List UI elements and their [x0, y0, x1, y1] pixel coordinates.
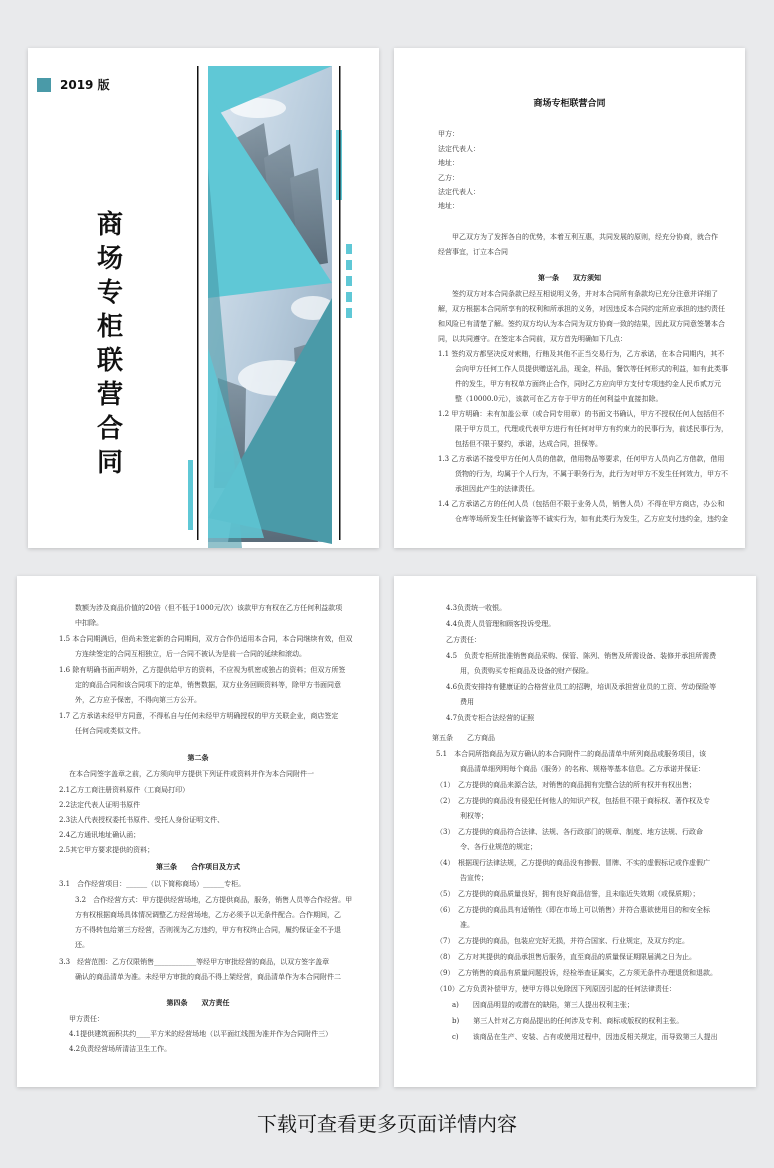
text-line: 在本合同签字盖章之前，乙方须向甲方提供下列证件或资料并作为本合同附件一 [69, 770, 314, 778]
text-line: 1.4 乙方承诺乙方的任何人员（包括但不限于业务人员，销售人员）不得在甲方商店，办公和 [438, 500, 725, 508]
text-line: 2.4乙方通讯地址确认函； [59, 831, 141, 839]
cover-title-char: 同 [96, 448, 123, 478]
text-line: （7） 乙方提供的商品，包装应完好无损，并符合国家、行业规定，及双方约定。 [436, 937, 689, 945]
cover-title-char: 营 [96, 380, 123, 410]
section-heading: 第一条 双方须知 [538, 273, 601, 282]
text-line: 2.3法人代表授权委托书原件、受托人身份证明文件、 [59, 816, 225, 824]
text-line: 2.2法定代表人证明书原件 [59, 801, 141, 809]
text-line: 3.2 合作经营方式：甲方提供经营场地，乙方提供商品，服务，销售人员等合作经营。甲 [75, 896, 353, 904]
text-line: 包括但不限于要约，承诺，达成合同，担保等。 [455, 440, 602, 448]
text-line: 3.1 合作经营项目：______（以下简称商场）______专柜。 [59, 880, 246, 888]
text-line: 4.5 负责专柜所批准销售商品采购、保管、陈列、销售及所需设备、装修并承担所需费 [446, 652, 717, 660]
text-line: 还。 [75, 941, 89, 949]
cover-title-char: 联 [96, 346, 123, 376]
text-line: a) 因商品明显的或潜在的缺陷，第三人提出权利主张； [452, 1001, 634, 1009]
cover-artwork [28, 48, 379, 548]
text-line: 甲方责任： [69, 1015, 104, 1023]
text-line: 1.6 除有明确书面声明外，乙方提供给甲方的资料，不应视为机密或独占的资料；但双方所签 [59, 666, 346, 674]
version-label: 2019 版 [60, 78, 110, 92]
text-line: 1.1 签约双方都坚决反对索贿，行贿及其他不正当交易行为，乙方承诺，在本合同期内，其不 [438, 350, 725, 358]
text-line: （10）乙方负责补偿甲方，使甲方得以免除因下列原因引起的任何法律责任： [436, 985, 676, 993]
text-line: （9） 乙方销售的商品有质量问题投诉，经检举查证属实，乙方须无条件办理退货和退款。 [436, 969, 717, 977]
cover-title-char: 专 [96, 278, 123, 308]
text-line: 甲方： [438, 130, 459, 138]
text-line: 告宣传； [460, 874, 488, 882]
text-line: 确认的商品清单为准。未经甲方审批的商品不得上架经营，商品清单作为本合同附件二 [75, 973, 341, 981]
text-line: 4.3负责统一收银。 [446, 604, 507, 612]
text-line: 乙方： [438, 174, 459, 182]
text-line: （5） 乙方提供的商品质量良好，拥有良好商品信誉，且未临近失效期（或保质期）； [436, 890, 700, 898]
text-line: 准。 [460, 921, 474, 929]
text-line: c) 该商品在生产、安装、占有或使用过程中，因违反相关规定，而导致第三人提出 [452, 1033, 718, 1041]
text-line: 经营事宜，订立本合同 [438, 248, 508, 256]
text-line: 1.5 本合同期满后，但尚未签定新的合同期间，双方合作仍适用本合同，本合同继续有效，但双 [59, 635, 353, 643]
text-line: 乙方责任： [446, 636, 481, 644]
cover-title-char: 合 [96, 414, 123, 444]
text-line: 方不得转包给第三方经营，否则视为乙方违约，甲方有权终止合同，履约保证金不予退 [75, 926, 341, 934]
text-line: 同，以共同遵守。在签定本合同前，双方首先明确如下几点： [438, 335, 627, 343]
text-line: 4.7负责专柜合法经营的证照 [446, 714, 535, 722]
text-line: 1.3 乙方承诺不接受甲方任何人员的借款，借用物品等要求，任何甲方人员向乙方借款，借用 [438, 455, 725, 463]
text-line: 外，乙方应予保密，不得向第三方公开。 [75, 696, 201, 704]
text-line: 令、各行业规范的规定； [460, 843, 537, 851]
text-line: 任何合同或类似文件。 [75, 727, 145, 735]
text-line: （4） 根据现行法律法规，乙方提供的商品没有掺假、冒牌、不实的虚假标记或作虚假广 [436, 859, 710, 867]
text-line: 地址： [438, 159, 459, 167]
text-line: 1.2 甲方明确：未有加盖公章（或合同专用章）的书面文书确认，甲方不授权任何人包括但不 [438, 410, 725, 418]
text-line: 会向甲方任何工作人员提供赠送礼品，现金，样品，餐饮等任何形式的利益，如有此类事 [455, 365, 728, 373]
text-line: 签约双方对本合同条款已经互相说明义务，并对本合同所有条款均已充分注意并详细了 [452, 290, 718, 298]
text-line: （8） 乙方对其提供的商品承担售后服务，直至商品的质量保证期限届满之日为止。 [436, 953, 696, 961]
cover-title-char: 柜 [96, 312, 123, 342]
text-line: （3） 乙方提供的商品符合法律、法规、各行政部门的规章、制度、地方法规、行政命 [436, 828, 703, 836]
text-line: 费用 [460, 698, 474, 706]
text-line: 货物的行为，均属于个人行为，不属于职务行为，此行为对甲方不发生任何效力，甲方不 [455, 470, 728, 478]
section-heading: 第四条 双方责任 [166, 998, 230, 1007]
text-line: 件的发生，甲方有权单方面终止合作，同时乙方应向甲方支付专项违约金人民币贰万元 [455, 380, 721, 388]
text-line: 地址： [438, 202, 459, 210]
contract-page-1 [394, 48, 745, 548]
text-line: 4.6负责安排持有健康证的合格营业员工的招聘，培训及承担营业员的工资、劳动保险等 [446, 683, 717, 691]
text-line: 用，负责购买专柜商品及设备的财产保险。 [460, 667, 593, 675]
text-line: 甲乙双方为了发挥各自的优势，本着互利互惠，共同发展的原则，经充分协商，就合作 [452, 233, 718, 241]
text-line: 2.1乙方工商注册资料原件（工商局打印） [59, 786, 190, 794]
text-line: （2） 乙方提供的商品没有侵犯任何他人的知识产权，包括但不限于商标权、著作权及专 [436, 797, 710, 805]
text-line: 仓库等场所发生任何偷盗等不诚实行为，如有此类行为发生，乙方应支付违约金，违约金 [455, 515, 728, 523]
page-title: 商场专柜联营合同 [533, 99, 606, 109]
text-line: （1） 乙方提供的商品来源合法，对销售的商品拥有完整合法的所有权并有权出售； [436, 781, 696, 789]
text-line: 定的商品合同和该合同项下的定单，销售数据，双方业务回顾资料等，除甲方书面同意 [75, 681, 341, 689]
contract-page-3 [394, 576, 756, 1087]
text-line: 2.5其它甲方要求提供的资料； [59, 846, 155, 854]
text-line: 5.1 本合同所指商品为双方确认的本合同附件二的商品清单中所列商品或服务项目，该 [436, 750, 707, 758]
text-line: 4.4负责人员管理和顾客投诉受理。 [446, 620, 556, 628]
text-line: 3.3 经营范围：乙方仅限销售____________等经甲方审批经营的商品，以双方签字盖章 [59, 958, 330, 966]
text-line: 4.1提供建筑面积共约____平方米的经营场地（以平面红线图为准并作为合同附件三） [69, 1030, 333, 1038]
text-line: 承担因此产生的法律责任。 [455, 485, 539, 493]
text-line: 和风险已有清楚了解。签约双方均认为本合同为双方协商一致的结果，因此双方同意签署本合 [438, 320, 725, 328]
text-line: 方有权根据商场具体情况调整乙方经营场地，乙方必须予以无条件配合。合作期间，乙 [75, 911, 341, 919]
text-line: 中扣除。 [75, 619, 103, 627]
text-line: 商品清单细列明每个商品（服务）的名称、规格等基本信息。乙方承诺并保证： [460, 765, 705, 773]
text-line: 法定代表人： [438, 188, 480, 196]
text-line: 限于甲方员工，代理或代表甲方进行有任何对甲方有约束力的民事行为，前述民事行为， [455, 425, 728, 433]
text-line: 4.2负责经营场所清洁卫生工作。 [69, 1045, 172, 1053]
cover-page [28, 48, 379, 548]
text-line: 整（10000.0元），该款可在乙方存于甲方的任何利益中直接扣除。 [455, 395, 663, 403]
text-line: 法定代表人： [438, 145, 480, 153]
download-hint: 下载可查看更多页面详情内容 [257, 1112, 517, 1136]
text-line: （6） 乙方提供的商品具有适销性（即在市场上可以销售）并符合惠欲使用目的和安全标 [436, 906, 710, 914]
cover-title-char: 场 [96, 244, 123, 274]
section-heading: 第三条 合作项目及方式 [156, 862, 240, 871]
text-line: 利权等； [460, 812, 488, 820]
text-line: 方连续签定的合同互相独立，后一合同不被认为是前一合同的延续和滚动。 [75, 650, 306, 658]
text-line: 数额为涉及商品价值的20倍（但不低于1000元/次）该款甲方有权在乙方任何利益款项 [75, 604, 343, 612]
text-line: 1.7 乙方承诺未经甲方同意，不得私自与任何未经甲方明确授权的甲方关联企业，商店签定 [59, 712, 339, 720]
text-line: 解，双方根据本合同所享有的权利和所承担的义务，对因违反本合同约定所应承担的违约责任 [438, 305, 725, 313]
cover-title-char: 商 [96, 210, 123, 240]
text-line: b) 第三人针对乙方商品提出的任何涉及专利、商标或版权的权利主张。 [452, 1017, 684, 1025]
text-line: 第五条 乙方商品 [432, 734, 495, 742]
contract-page-2 [17, 576, 379, 1087]
section-heading: 第二条 [187, 753, 209, 762]
